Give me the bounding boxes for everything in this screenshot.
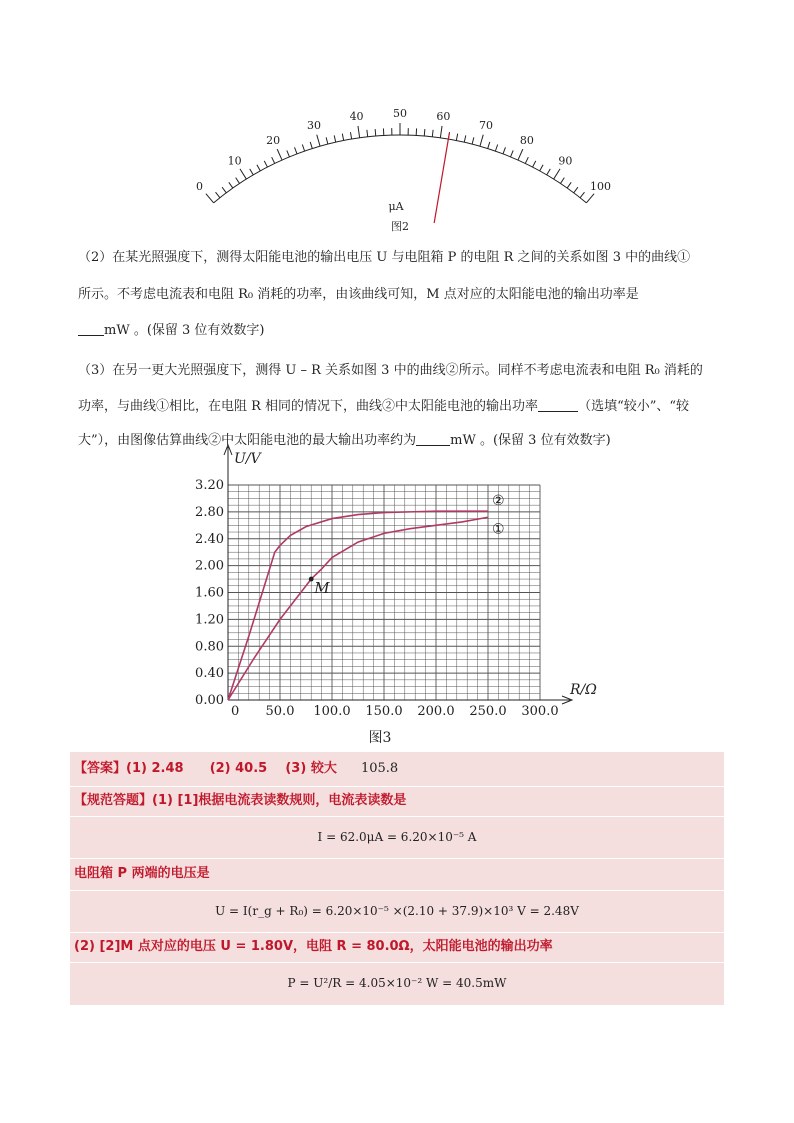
u-r-chart <box>170 430 610 750</box>
meter-tick <box>554 169 560 179</box>
meter-tick <box>250 169 254 175</box>
question3-line3-b: mW 。(保留 3 位有效数字) <box>450 433 611 448</box>
meter-tick <box>580 192 584 197</box>
meter-tick <box>264 161 267 167</box>
meter-tick <box>375 129 376 136</box>
meter-unit: μA <box>388 200 404 213</box>
y-tick-label: 2.80 <box>195 504 224 520</box>
meter-tick <box>216 192 220 197</box>
solution-intro: (1) [1]根据电流表读数规则，电流表读数是 <box>152 793 407 808</box>
meter-tick-label: 40 <box>349 110 364 124</box>
answer-blank-compare[interactable] <box>538 397 578 412</box>
meter-tick <box>495 145 497 152</box>
x-tick-label: 0 <box>231 704 240 719</box>
part2-text: (2) [2]M 点对应的电压 U = 1.80V，电阻 R = 80.0Ω，太阳能电池的输出功率 <box>74 939 553 954</box>
meter-tick <box>222 187 226 193</box>
meter-tick <box>472 137 474 144</box>
meter-tick <box>295 147 297 154</box>
meter-tick <box>317 135 320 147</box>
meter-tick <box>518 149 523 160</box>
meter-figure <box>195 95 612 240</box>
chart-caption: 图3 <box>368 730 392 746</box>
meter-tick-label: 10 <box>227 154 242 168</box>
x-tick-label: 100.0 <box>313 704 351 719</box>
meter-tick <box>334 135 336 142</box>
meter-tick <box>310 142 312 149</box>
u-r-chart-svg <box>170 430 610 750</box>
meter-tick <box>567 182 571 188</box>
meter-tick-label: 50 <box>393 107 407 120</box>
question3-line2-a: 功率，与曲线①相比，在电阻 R 相同的情况下，曲线②中太阳能电池的输出功率 <box>78 399 539 414</box>
equation-current: I = 62.0μA = 6.20×10⁻⁵ A <box>70 816 724 859</box>
equation-power: P = U²/R = 4.05×10⁻² W = 40.5mW <box>287 976 507 990</box>
meter-tick <box>302 145 304 152</box>
meter-tick <box>525 157 528 163</box>
meter-tick <box>236 178 240 184</box>
question3-line2 <box>78 396 728 418</box>
answer-part3-value: 105.8 <box>360 761 399 776</box>
meter-tick-label: 60 <box>436 110 451 124</box>
y-tick-label: 0.40 <box>195 666 224 682</box>
meter-tick <box>464 135 466 142</box>
question2-line2: 所示。不考虑电流表和电阻 R₀ 消耗的功率，由该曲线可知，M 点对应的太阳能电池的输出功率是 <box>78 287 639 302</box>
meter-tick-label: 30 <box>307 119 322 133</box>
meter-tick-label: 0 <box>195 179 203 193</box>
question3-line3-a: 大”），由图像估算曲线②中太阳能电池的最大输出功率约为 <box>78 433 417 448</box>
answer-blank-power[interactable] <box>78 321 104 336</box>
x-tick-label: 200.0 <box>417 704 455 719</box>
meter-tick <box>547 169 551 175</box>
question2-line1: （2）在某光照强度下，测得太阳能电池的输出电压 U 与电阻箱 P 的电阻 R 之间的关系如图 3 中的曲线① <box>78 250 691 265</box>
meter-tick <box>272 157 275 163</box>
meter-tick <box>560 178 564 184</box>
point-m-label: M <box>314 579 330 598</box>
solution-intro-row <box>70 786 724 817</box>
y-tick-label: 2.00 <box>195 558 224 574</box>
meter-tick <box>229 182 233 188</box>
meter-tick <box>456 134 457 141</box>
meter-tick <box>503 147 505 154</box>
meter-tick-label: 80 <box>519 133 534 147</box>
meter-tick <box>511 150 514 156</box>
meter-tick <box>350 132 351 139</box>
meter-tick-label: 70 <box>478 119 493 133</box>
meter-tick <box>432 130 433 137</box>
series-label-2: ② <box>492 493 505 510</box>
question2-line3-suffix: mW 。(保留 3 位有效数字) <box>104 323 265 338</box>
meter-tick <box>326 137 328 144</box>
series-label-1: ① <box>492 521 505 538</box>
voltage-text: 电阻箱 P 两端的电压是 <box>74 866 210 881</box>
answer-part2: (2) 40.5 <box>209 761 268 776</box>
y-tick-label: 1.60 <box>195 585 224 601</box>
meter-tick <box>480 135 483 147</box>
y-axis-label: U/V <box>234 451 261 467</box>
part2-row <box>70 932 724 963</box>
series-line-2 <box>228 511 488 700</box>
meter-tick <box>540 165 543 171</box>
y-tick-label: 3.20 <box>195 478 224 493</box>
y-tick-label: 0.80 <box>195 639 224 655</box>
question3-line1: （3）在另一更大光照强度下，测得 U – R 关系如图 3 中的曲线②所示。同样不考虑电流表和电阻 R₀ 消耗的 <box>78 363 703 378</box>
y-tick-label: 1.20 <box>195 612 224 628</box>
meter-tick-label: 100 <box>590 179 612 193</box>
meter-caption: 图2 <box>391 220 409 233</box>
solution-label: 【规范答题】 <box>74 793 153 808</box>
question2-line3 <box>78 320 728 342</box>
meter-tick <box>533 161 536 167</box>
x-axis-label: R/Ω <box>570 682 597 698</box>
x-tick-label: 150.0 <box>365 704 403 719</box>
point-m <box>309 577 314 582</box>
meter-tick <box>488 142 490 149</box>
y-tick-label: 0.00 <box>195 693 224 708</box>
meter-tick <box>574 187 578 193</box>
meter-needle <box>434 133 449 223</box>
answer-label: 【答案】 <box>74 761 127 776</box>
meter-tick-label: 20 <box>266 133 281 147</box>
equation-voltage: U = I(r_g + R₀) = 6.20×10⁻⁵ ×(2.10 + 37.9)×10³ V = 2.48V <box>70 890 724 933</box>
x-tick-label: 300.0 <box>521 704 559 719</box>
voltage-row <box>70 858 724 891</box>
answer-part3: (3) 较大 <box>285 761 337 776</box>
answer-part1: (1) 2.48 <box>126 761 184 776</box>
meter-tick <box>342 134 343 141</box>
x-tick-label: 50.0 <box>265 704 295 719</box>
answer-row <box>70 752 724 787</box>
meter-tick <box>586 194 594 203</box>
meter-tick <box>240 169 246 179</box>
meter-tick <box>440 126 442 138</box>
question3-line2-b: （选填“较小”、“较 <box>578 399 690 414</box>
meter-tick <box>358 126 360 138</box>
x-tick-label: 250.0 <box>469 704 507 719</box>
meter-tick <box>287 150 290 156</box>
meter-tick <box>424 129 425 136</box>
meter-tick <box>277 149 282 160</box>
series-line-1 <box>228 517 488 700</box>
microammeter-dial <box>195 95 612 240</box>
meter-tick <box>206 194 214 203</box>
meter-tick <box>257 165 260 171</box>
meter-tick <box>367 130 368 137</box>
y-tick-label: 2.40 <box>195 531 224 547</box>
answer-box <box>70 752 724 1005</box>
meter-tick-label: 90 <box>558 154 573 168</box>
